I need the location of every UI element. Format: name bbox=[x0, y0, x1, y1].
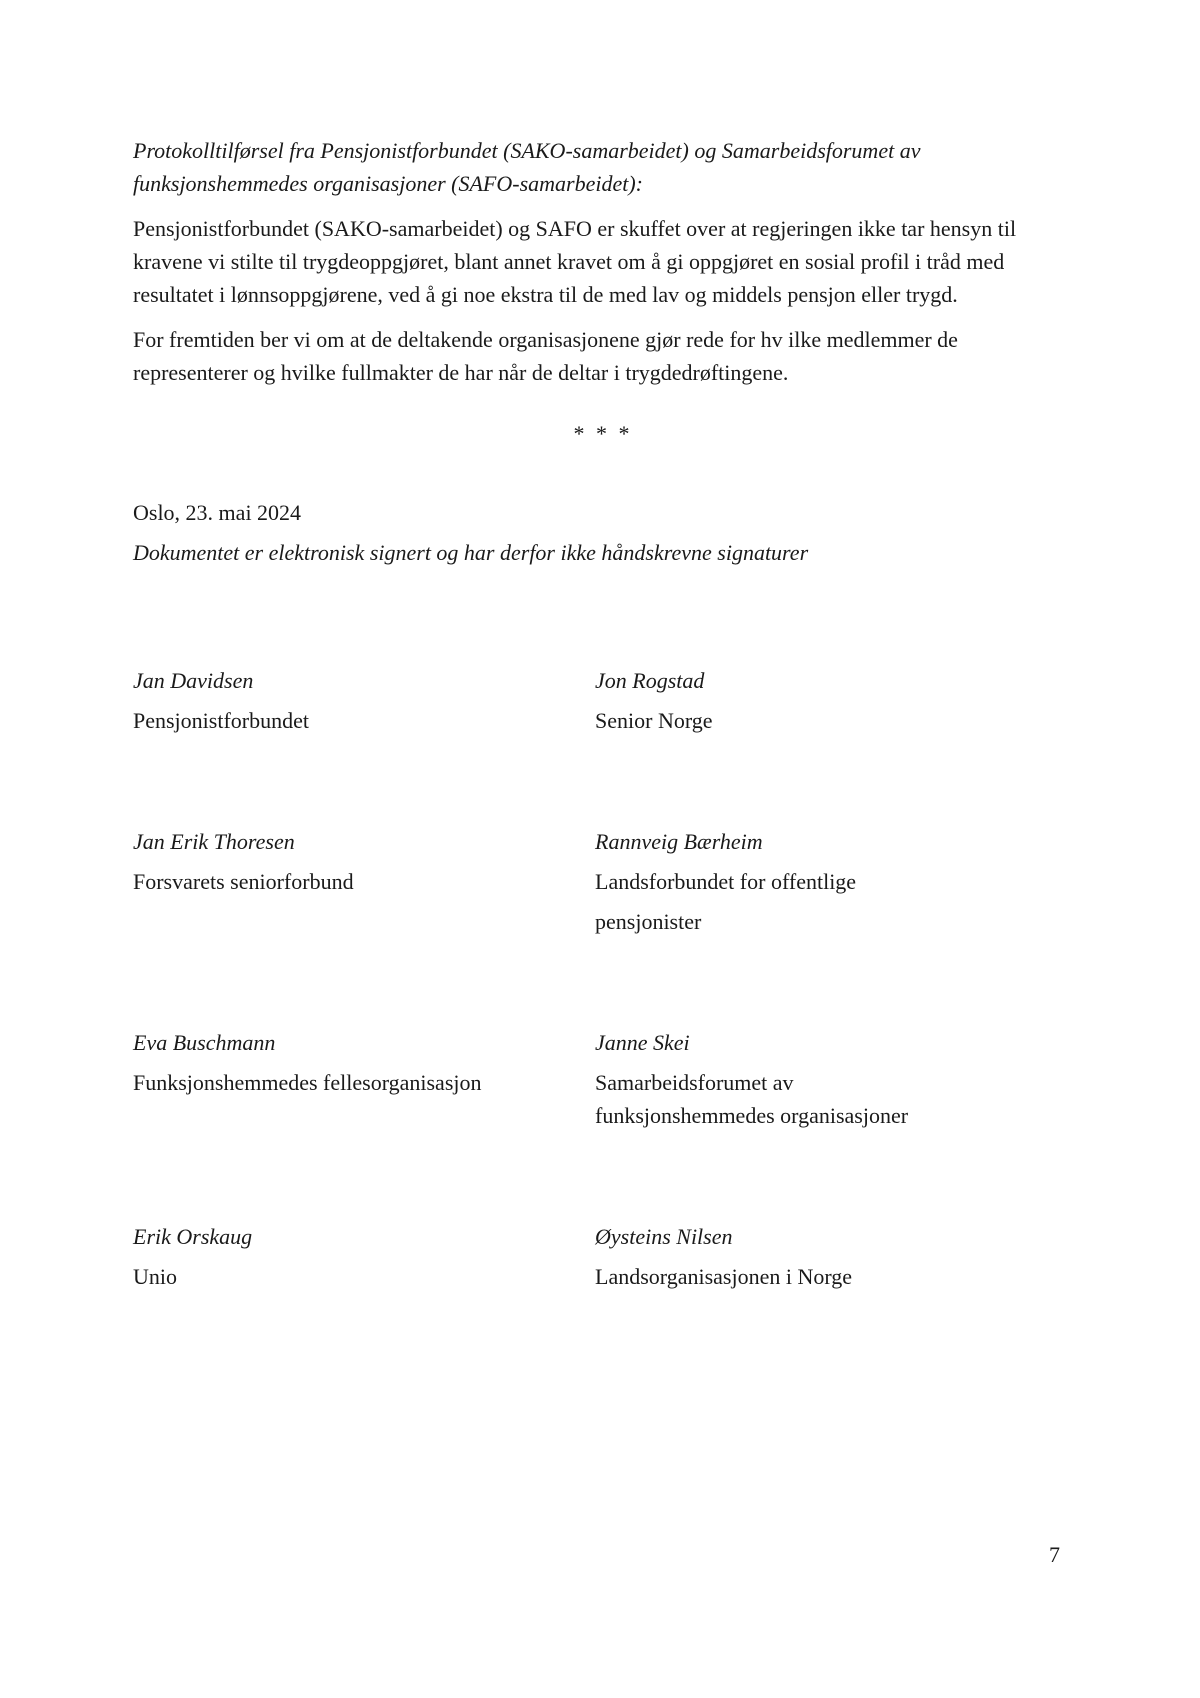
signer-organization: Funksjonshemmedes fellesorganisasjon bbox=[133, 1070, 482, 1095]
signature-cell bbox=[595, 825, 1073, 938]
signature-cell bbox=[133, 664, 595, 737]
signer-organization: Pensjonistforbundet bbox=[133, 708, 309, 733]
electronic-signature-note: Dokumentet er elektronisk signert og har derfor ikke håndskrevne signaturer bbox=[133, 540, 809, 565]
signer-name: Erik Orskaug bbox=[133, 1224, 253, 1249]
signer-name: Janne Skei bbox=[595, 1030, 690, 1055]
signature-cell bbox=[595, 1026, 1073, 1132]
signature-cell bbox=[133, 825, 595, 938]
signer-organization: Senior Norge bbox=[595, 708, 713, 733]
signature-cell bbox=[133, 1220, 595, 1293]
signer-name: Jon Rogstad bbox=[595, 668, 705, 693]
signature-cell bbox=[595, 1220, 1073, 1293]
signer-name: Eva Buschmann bbox=[133, 1030, 276, 1055]
signer-organization: funksjonshemmedes organisasjoner bbox=[595, 1103, 909, 1128]
signature-cell bbox=[595, 664, 1073, 737]
page-number: 7 bbox=[1049, 1542, 1060, 1567]
signature-row bbox=[133, 825, 1073, 938]
signature-row bbox=[133, 1220, 1073, 1293]
section-separator: * * * bbox=[573, 421, 633, 446]
signer-organization: Landsorganisasjonen i Norge bbox=[595, 1264, 853, 1289]
protocol-heading: Protokolltilførsel fra Pensjonistforbundet (SAKO-samarbeidet) og Samarbeidsforumet av funksjonshemmedes organisasjoner (SAFO-samarbeidet): bbox=[133, 138, 921, 196]
signer-name: Jan Davidsen bbox=[133, 668, 254, 693]
signature-row bbox=[133, 1026, 1073, 1132]
signature-cell bbox=[133, 1026, 595, 1132]
signer-organization: Forsvarets seniorforbund bbox=[133, 869, 354, 894]
place-date: Oslo, 23. mai 2024 bbox=[133, 500, 302, 525]
signer-organization: Landsforbundet for offentlige bbox=[595, 869, 857, 894]
body-paragraph-2: For fremtiden ber vi om at de deltakende organisasjonene gjør rede for hv ilke medlemmer de representerer og hvilke fullmakter de har når de deltar i trygdedrøftingene. bbox=[133, 327, 958, 385]
signature-block bbox=[133, 664, 1073, 1293]
signer-name: Jan Erik Thoresen bbox=[133, 829, 295, 854]
signer-organization: Unio bbox=[133, 1264, 177, 1289]
signature-row bbox=[133, 664, 1073, 737]
signer-organization: Samarbeidsforumet av bbox=[595, 1070, 794, 1095]
signer-organization: pensjonister bbox=[595, 909, 702, 934]
signer-name: Øysteins Nilsen bbox=[595, 1224, 733, 1249]
body-paragraph-1: Pensjonistforbundet (SAKO-samarbeidet) og SAFO er skuffet over at regjeringen ikke tar hensyn til kravene vi stilte til trygdeoppgjøret, blant annet kravet om å gi oppgjøret en sosial profil i tråd med resultatet i lønnsoppgjørene, ved å gi noe ekstra til de med lav og middels pensjon eller trygd. bbox=[133, 216, 1017, 307]
signer-name: Rannveig Bærheim bbox=[595, 829, 763, 854]
